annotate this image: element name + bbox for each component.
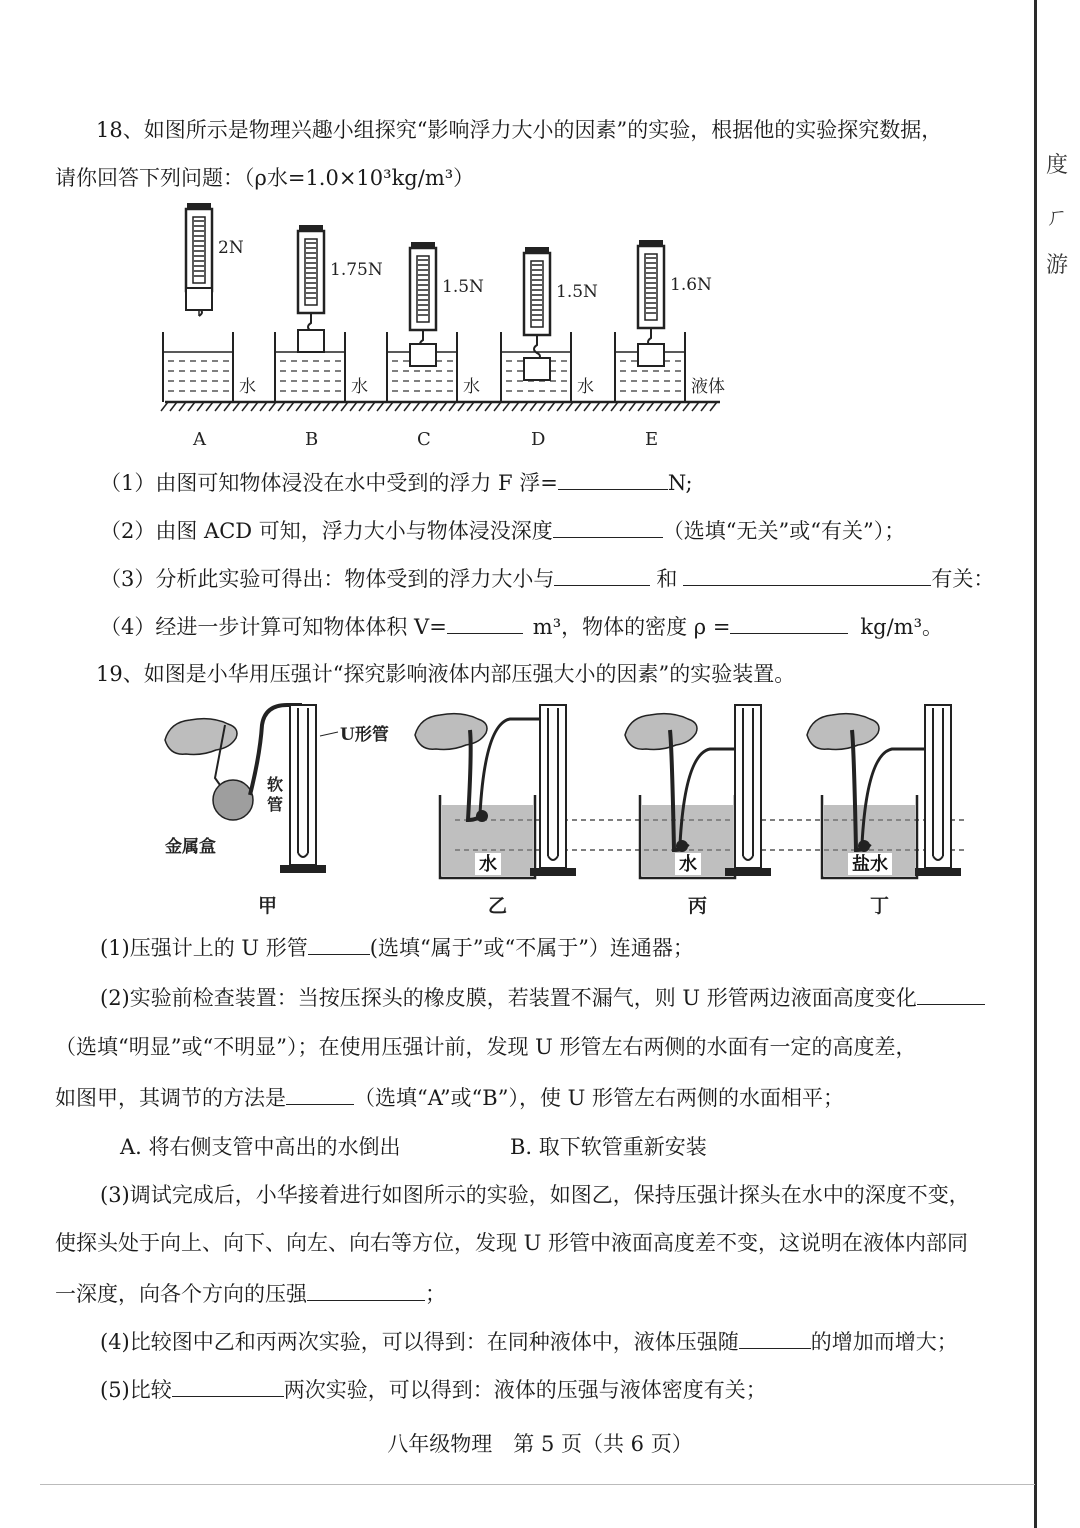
liquid-label: 液体 xyxy=(691,377,725,397)
hand-icon xyxy=(165,719,237,755)
q19-option-a: A. 将右侧支管中高出的水倒出 xyxy=(120,1135,401,1159)
u-tube-board xyxy=(925,705,951,868)
q19-panel-甲 xyxy=(165,705,389,917)
scale-reading: 2N xyxy=(218,238,244,258)
q19-panel-丁 xyxy=(807,705,961,917)
metal-box-icon xyxy=(213,780,253,820)
panel-label: A xyxy=(193,429,206,450)
q18-part3 xyxy=(100,563,994,594)
margin-char: 游 xyxy=(1046,253,1069,278)
q18-blank-depth[interactable] xyxy=(553,515,663,538)
margin-char: 度 xyxy=(1046,153,1069,178)
scale-reading: 1.75N xyxy=(330,260,383,280)
q18-part4 xyxy=(100,611,943,642)
liquid-label: 盐水 xyxy=(852,854,888,875)
panel-label: C xyxy=(417,429,431,450)
hook xyxy=(534,335,540,360)
q19-blank-compare[interactable] xyxy=(172,1374,284,1397)
q19-part3-line1: (3)调试完成后，小华接着进行如图所示的实验，如图乙，保持压强计探头在水中的深度不变， xyxy=(100,1183,970,1207)
scale-reading: 1.5N xyxy=(556,282,598,302)
hand-icon xyxy=(415,714,487,750)
q19-part2-text: (2)实验前检查装置：当按压探头的橡皮膜，若装置不漏气，则 U 形管两边液面高度变化 xyxy=(100,986,917,1010)
q18-part3-and: 和 xyxy=(656,567,678,591)
probe-head xyxy=(858,840,870,852)
panel-label: D xyxy=(531,429,546,450)
u-tube-board xyxy=(735,705,761,868)
q19-part2-method: 如图甲，其调节的方法是 xyxy=(55,1086,286,1110)
q18-part3-end: 有关： xyxy=(931,567,995,591)
object-cube xyxy=(638,344,664,366)
q19-part2-line1 xyxy=(100,982,985,1013)
q19-blank-change[interactable] xyxy=(917,982,985,1005)
bottom-rule xyxy=(40,1484,1035,1485)
q18-part3-text: （3）分析此实验可得出：物体受到的浮力大小与 xyxy=(100,567,555,591)
q19-part5 xyxy=(100,1374,767,1405)
margin-char: ㄏ xyxy=(1046,205,1069,230)
q18-buoyancy-figure xyxy=(150,195,750,455)
page-frame-edge xyxy=(1034,0,1037,1528)
hose xyxy=(480,719,548,814)
u-tube-base xyxy=(280,865,326,873)
liquid-label: 水 xyxy=(463,377,480,397)
ground-hatching xyxy=(161,402,720,411)
hose-label: 管 xyxy=(267,795,284,814)
q19-pressure-figure xyxy=(155,700,985,925)
object-cube xyxy=(186,288,212,310)
q19-panel-丙 xyxy=(625,705,771,917)
q18-panel-E xyxy=(615,240,725,450)
q18-part1-unit: N; xyxy=(667,471,693,495)
q18-panel-B xyxy=(275,225,383,450)
q18-part2-text: （2）由图 ACD 可知，浮力大小与物体浸没深度 xyxy=(100,519,553,543)
q19-part2-end: （选填“A”或“B”），使 U 形管左右两侧的水面相平； xyxy=(354,1086,845,1110)
probe-head xyxy=(476,810,488,822)
q18-panel-A xyxy=(163,203,256,450)
panel-label: 丙 xyxy=(688,895,708,917)
q19-part3-end: ； xyxy=(425,1282,446,1306)
panel-label: 丁 xyxy=(870,895,890,917)
u-tube-base xyxy=(915,868,961,876)
q18-blank-factor2[interactable] xyxy=(683,563,931,586)
box-label: 金属盒 xyxy=(165,837,216,857)
q19-part3-text: 一深度，向各个方向的压强 xyxy=(55,1282,307,1306)
page-footer: 八年级物理 第 5 页（共 6 页） xyxy=(387,1432,693,1456)
liquid-label: 水 xyxy=(479,854,497,875)
u-tube-board xyxy=(290,705,316,865)
q18-panel-C xyxy=(387,242,484,450)
q18-blank-volume[interactable] xyxy=(447,611,523,634)
liquid-label: 水 xyxy=(351,377,368,397)
panel-label: B xyxy=(305,429,319,450)
q18-intro-line1: 18、如图所示是物理兴趣小组探究“影响浮力大小的因素”的实验，根据他的实验探究数据， xyxy=(96,118,943,142)
q18-intro-line2: 请你回答下列问题：（ρ水=1.0×10³kg/m³） xyxy=(55,166,475,190)
q18-blank-density[interactable] xyxy=(730,611,848,634)
q19-intro: 19、如图是小华用压强计“探究影响液体内部压强大小的因素”的实验装置。 xyxy=(96,662,796,686)
q18-part2 xyxy=(100,515,905,546)
q19-part5-text: (5)比较 xyxy=(100,1378,172,1402)
hose-label: 软 xyxy=(267,775,284,794)
q18-panel-D xyxy=(501,247,598,450)
object-cube xyxy=(410,344,436,366)
q19-part1-text: (1)压强计上的 U 形管 xyxy=(100,936,308,960)
object-cube xyxy=(298,330,324,352)
q18-blank-factor1[interactable] xyxy=(554,563,650,586)
q18-part1-text: （1）由图可知物体浸没在水中受到的浮力 F 浮= xyxy=(100,471,558,495)
q19-blank-depth[interactable] xyxy=(739,1326,811,1349)
u-tube-base xyxy=(725,868,771,876)
q19-option-b: B. 取下软管重新安装 xyxy=(510,1135,707,1159)
utube-label: U形管 xyxy=(340,725,389,745)
q19-part4-end: 的增加而增大； xyxy=(810,1330,958,1354)
liquid-label: 水 xyxy=(679,854,697,875)
scale-reading: 1.6N xyxy=(670,275,712,295)
q18-part4-mid: m³，物体的密度 ρ = xyxy=(532,615,731,639)
q19-part4-text: (4)比较图中乙和丙两次实验，可以得到：在同种液体中，液体压强随 xyxy=(100,1330,739,1354)
q19-part1-choice: (选填“属于”或“不属于”）连通器； xyxy=(369,936,694,960)
liquid-label: 水 xyxy=(239,377,256,397)
q19-part1 xyxy=(100,932,694,963)
q18-part4-text: （4）经进一步计算可知物体体积 V= xyxy=(100,615,447,639)
q19-part2-line3 xyxy=(55,1082,844,1113)
panel-label: 甲 xyxy=(258,895,278,917)
scale-reading: 1.5N xyxy=(442,277,484,297)
q18-blank-buoyancy[interactable] xyxy=(558,467,668,490)
probe-head xyxy=(676,840,688,852)
q19-part2-line2: （选填“明显”或“不明显”）；在使用压强计前，发现 U 形管左右两侧的水面有一定的高度差， xyxy=(55,1035,917,1059)
hand-icon xyxy=(625,714,697,750)
q19-blank-connected[interactable] xyxy=(308,932,370,955)
q19-blank-direction[interactable] xyxy=(307,1278,425,1301)
q19-part4 xyxy=(100,1326,958,1357)
q19-blank-method[interactable] xyxy=(286,1082,354,1105)
q19-part3-line2: 使探头处于向上、向下、向左、向右等方位，发现 U 形管中液面高度差不变，这说明在液体内部同 xyxy=(55,1231,969,1255)
object-cube xyxy=(524,358,550,380)
u-tube-board xyxy=(540,705,566,868)
panel-label: 乙 xyxy=(488,895,508,917)
u-tube-base xyxy=(530,868,576,876)
label-leader xyxy=(320,732,338,736)
panel-label: E xyxy=(645,429,659,450)
hand-icon xyxy=(807,714,879,750)
q19-panel-乙 xyxy=(415,705,576,917)
liquid-label: 水 xyxy=(577,377,594,397)
q18-part2-choice: （选填“无关”或“有关”）； xyxy=(662,519,906,543)
q19-part3-line3 xyxy=(55,1278,446,1309)
q18-part1 xyxy=(100,467,693,498)
q18-part4-unit: kg/m³。 xyxy=(860,615,943,639)
q19-part5-end: 两次实验，可以得到：液体的压强与液体密度有关； xyxy=(283,1378,767,1402)
